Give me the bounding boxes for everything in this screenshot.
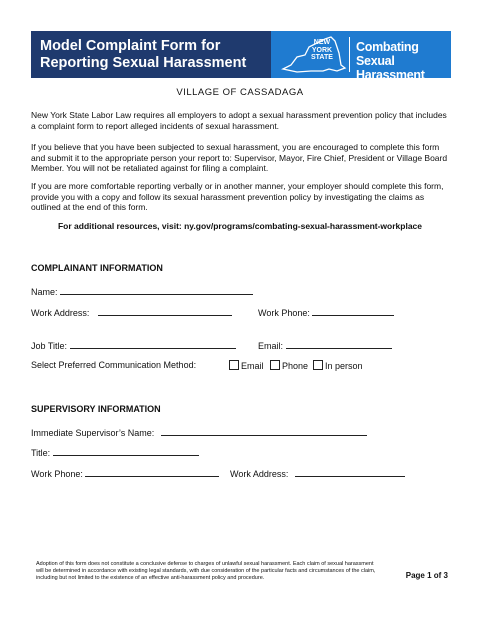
name-label: Name:	[31, 287, 58, 297]
phone-checkbox[interactable]	[270, 360, 280, 370]
supervisor-title-input-line[interactable]	[53, 446, 199, 456]
ny-logo-line2: YORK	[311, 46, 333, 54]
ny-brand-block	[271, 31, 451, 82]
phone-option-label: Phone	[282, 361, 309, 371]
email-label: Email:	[258, 341, 284, 351]
supervisor-work-phone-label: Work Phone:	[31, 469, 83, 479]
ny-logo-text	[311, 39, 333, 62]
supervisory-heading: SUPERVISORY INFORMATION	[31, 404, 161, 414]
email-input-line[interactable]	[286, 339, 392, 349]
work-address-field	[31, 306, 232, 318]
work-address-label: Work Address:	[31, 308, 90, 318]
in-person-checkbox[interactable]	[313, 360, 323, 370]
supervisor-title-label: Title:	[31, 448, 51, 458]
intro-paragraph-1: New York State Labor Law requires all employers to adopt a sexual harassment prevention policy that includes a complaint form to report alleged incidents of sexual harassment.	[31, 110, 447, 131]
comm-option-phone[interactable]	[270, 360, 308, 371]
work-phone-field	[258, 306, 394, 318]
resources-link-text: For additional resources, visit: ny.gov/programs/combating-sexual-harassment-workplace	[57, 221, 423, 231]
page-number: Page 1 of 3	[405, 571, 448, 580]
work-address-input-line[interactable]	[98, 306, 232, 316]
in-person-option-label: In person	[325, 361, 363, 371]
form-title	[31, 31, 271, 78]
intro-paragraph-3: If you are more comfortable reporting verbally or in another manner, your employer should complete this form, provide you with a copy and follow its sexual harassment prevention policy by investigating the claims as outlined at the end of this form.	[31, 181, 444, 212]
form-title-line2: Reporting Sexual Harassment	[40, 55, 247, 71]
supervisor-name-label: Immediate Supervisor’s Name:	[31, 428, 155, 438]
supervisor-work-address-field	[230, 467, 405, 479]
comm-option-email[interactable]	[229, 360, 264, 371]
complainant-heading: COMPLAINANT INFORMATION	[31, 263, 163, 273]
communication-method-label: Select Preferred Communication Method:	[31, 360, 197, 370]
legal-footnote: Adoption of this form does not constitute a conclusive defense to charges of unlawful sexual harassment. Each claim of sexual harassment will be determined in accordance with existing legal standards, with due consideration of the particular facts and circumstances of the claim, including but not limited to the existence of an effective anti-harassment policy and procedure.	[36, 561, 376, 581]
job-title-input-line[interactable]	[70, 339, 236, 349]
name-input-line[interactable]	[60, 285, 253, 295]
header-banner	[31, 31, 451, 82]
brand-line2: Sexual Harassment	[356, 54, 425, 82]
ny-logo-line1: NEW	[313, 39, 331, 46]
brand-divider	[349, 37, 350, 72]
name-field	[31, 285, 253, 297]
email-checkbox[interactable]	[229, 360, 239, 370]
village-name: VILLAGE OF CASSADAGA	[176, 87, 304, 98]
supervisor-name-field	[31, 426, 367, 438]
brand-line1: Combating	[356, 40, 419, 54]
intro-paragraph-2: If you believe that you have been subjected to sexual harassment, you are encouraged to complete this form and submit it to the appropriate person your report to: Supervisor, Mayor, Fire Chief, President or Village Board Member. You will not be retaliated against for filing a complaint.	[31, 142, 448, 173]
comm-option-in-person[interactable]	[313, 360, 363, 371]
work-phone-label: Work Phone:	[258, 308, 310, 318]
job-title-label: Job Title:	[31, 341, 68, 351]
job-title-field	[31, 339, 236, 351]
supervisor-title-field	[31, 446, 199, 458]
supervisor-work-address-input-line[interactable]	[295, 467, 405, 477]
form-title-line1: Model Complaint Form for	[40, 38, 221, 54]
brand-text	[356, 40, 451, 82]
supervisor-work-phone-input-line[interactable]	[85, 467, 219, 477]
work-phone-input-line[interactable]	[312, 306, 394, 316]
email-field	[258, 339, 392, 351]
supervisor-work-address-label: Work Address:	[230, 469, 289, 479]
email-option-label: Email	[241, 361, 264, 371]
ny-logo-line3: STATE	[311, 54, 333, 61]
supervisor-work-phone-field	[31, 467, 219, 479]
supervisor-name-input-line[interactable]	[161, 426, 367, 436]
